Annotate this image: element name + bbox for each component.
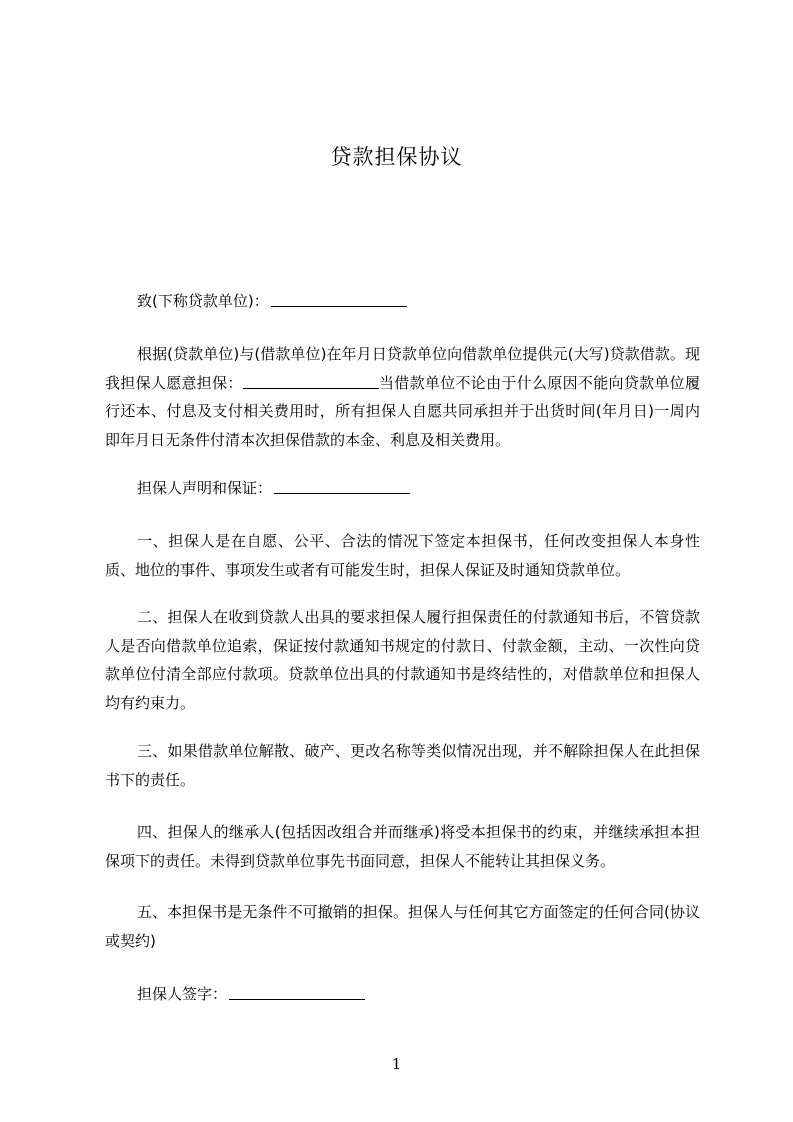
signature-line [105, 980, 700, 1009]
document-title: 贷款担保协议 [330, 145, 463, 169]
page-number: 1 [391, 1055, 402, 1073]
addressee-line [105, 287, 700, 316]
addressee-label: 致(下称贷款单位)： [137, 292, 269, 310]
signature-label: 担保人签字： [137, 985, 228, 1003]
basis-paragraph [105, 340, 700, 454]
guarantor-blank [243, 374, 379, 389]
clause-5: 五、本担保书是无条件不可撤销的担保。担保人与任何其它方面签定的任何合同(协议或契约) [105, 903, 700, 950]
basis-text-part2: 当借款单位不论由于什么原因不能向贷款单位履行还本、付息及支付相关费用时，所有担保人自愿共同承担并于出货时间(年月日)一周内即年月日无条件付清本次担保借款的本金、利息及相关费用。 [105, 373, 700, 449]
addressee-blank [271, 292, 407, 307]
signature-blank [229, 985, 365, 1000]
clause-2: 二、担保人在收到贷款人出具的要求担保人履行担保责任的付款通知书后，不管贷款人是否向借款单位追索，保证按付款通知书规定的付款日、付款金额，主动、一次性向贷款单位付清全部应付款项。贷款单位出具的付款通知书是终结性的，对借款单位和担保人均有约束力。 [105, 608, 700, 712]
declaration-line [105, 474, 700, 503]
clause-3: 三、如果借款单位解散、破产、更改名称等类似情况出现，并不解除担保人在此担保书下的责任。 [105, 742, 700, 789]
basis-text-part1: 根据(贷款单位)与(借款单位)在年月日贷款单位向借款单位提供元(大写)贷款借款。现我担保人愿意担保： [105, 345, 700, 392]
clause-1: 一、担保人是在自愿、公平、合法的情况下签定本担保书，任何改变担保人本身性质、地位的事件、事项发生或者有可能发生时，担保人保证及时通知贷款单位。 [105, 532, 700, 579]
declaration-blank [274, 479, 410, 494]
declaration-label: 担保人声明和保证： [137, 479, 273, 497]
clause-4: 四、担保人的继承人(包括因改组合并而继承)将受本担保书的约束，并继续承担本担保项下的责任。未得到贷款单位事先书面同意，担保人不能转让其担保义务。 [105, 823, 700, 870]
